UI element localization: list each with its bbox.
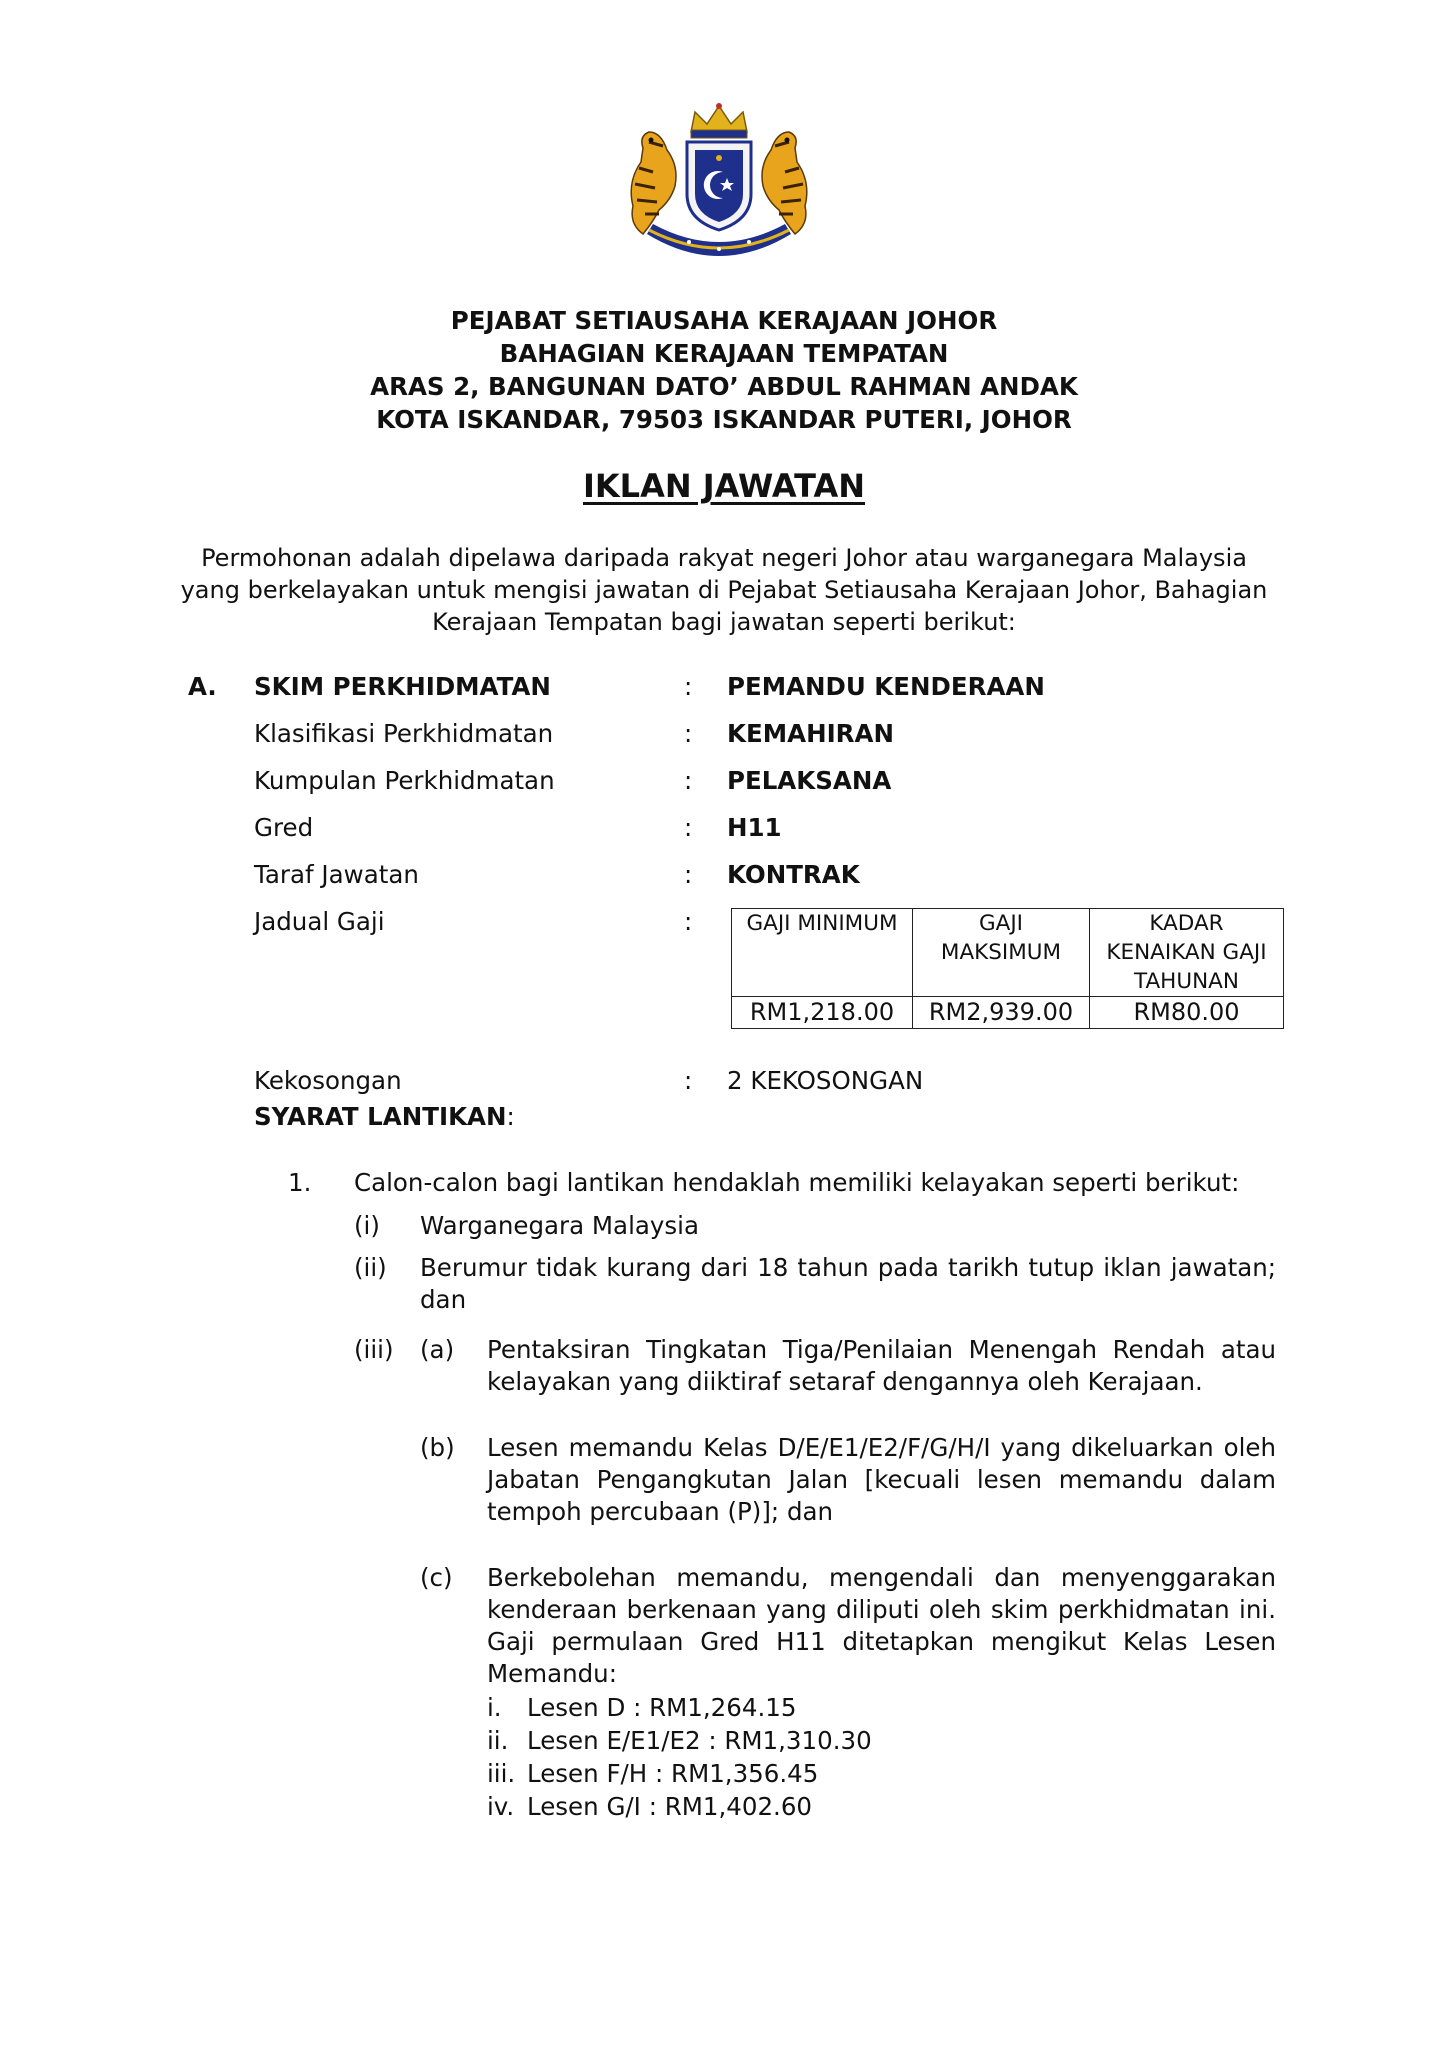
value-gaji-maksimum: RM2,939.00 [913, 997, 1090, 1029]
syarat-lantikan-colon: : [506, 1102, 515, 1131]
colon: : [684, 766, 693, 795]
req-number: 1. [288, 1168, 312, 1197]
taraf-value: KONTRAK [727, 860, 860, 889]
value-kadar-kenaikan: RM80.00 [1090, 997, 1284, 1029]
req-lead: Calon-calon bagi lantikan hendaklah memiliki kelayakan seperti berikut: [354, 1168, 1240, 1197]
salary-table [731, 908, 1284, 1029]
req-i-text: Warganegara Malaysia [420, 1211, 699, 1240]
req-a-number: (a) [420, 1335, 455, 1364]
page-title: IKLAN JAWATAN [582, 467, 866, 505]
licence-2-number: ii. [487, 1726, 509, 1755]
colon: : [684, 719, 693, 748]
licence-3-text: Lesen F/H : RM1,356.45 [527, 1759, 819, 1788]
licence-3-number: iii. [487, 1759, 516, 1788]
req-ii-text: Berumur tidak kurang dari 18 tahun pada tarikh tutup iklan jawatan; dan [420, 1253, 1276, 1314]
colon: : [684, 813, 693, 842]
colon: : [684, 1066, 693, 1095]
gred-value: H11 [727, 813, 782, 842]
letterhead-line-3: ARAS 2, BANGUNAN DATO’ ABDUL RAHMAN ANDAK [370, 372, 1078, 401]
salary-value-row [732, 997, 1284, 1029]
salary-header-row [732, 909, 1284, 997]
letterhead-line-2: BAHAGIAN KERAJAAN TEMPATAN [499, 339, 949, 368]
skim-label: SKIM PERKHIDMATAN [254, 672, 551, 701]
licence-4-text: Lesen G/I : RM1,402.60 [527, 1792, 813, 1821]
licence-1-number: i. [487, 1693, 502, 1722]
licence-1-text: Lesen D : RM1,264.15 [527, 1693, 797, 1722]
req-a-text: Pentaksiran Tingkatan Tiga/Penilaian Menengah Rendah atau kelayakan yang diiktiraf setaraf dengannya oleh Kerajaan. [487, 1335, 1276, 1396]
taraf-label: Taraf Jawatan [254, 860, 419, 889]
syarat-lantikan-heading [254, 1101, 515, 1133]
jadual-gaji-label: Jadual Gaji [254, 907, 385, 936]
letterhead-line-4: KOTA ISKANDAR, 79503 ISKANDAR PUTERI, JOHOR [376, 405, 1072, 434]
gred-label: Gred [254, 813, 314, 842]
header-gaji-minimum: GAJI MINIMUM [732, 909, 913, 997]
kekosongan-label: Kekosongan [254, 1066, 402, 1095]
licence-2-text: Lesen E/E1/E2 : RM1,310.30 [527, 1726, 872, 1755]
kumpulan-label: Kumpulan Perkhidmatan [254, 766, 555, 795]
licence-4-number: iv. [487, 1792, 515, 1821]
klasifikasi-label: Klasifikasi Perkhidmatan [254, 719, 554, 748]
colon: : [684, 907, 693, 936]
colon: : [684, 860, 693, 889]
req-c-text: Berkebolehan memandu, mengendali dan menyenggarakan kenderaan berkenaan yang diliputi oleh skim perkhidmatan ini. Gaji permulaan Gred H11 ditetapkan mengikut Kelas Lesen Memandu: [487, 1563, 1276, 1688]
value-gaji-minimum: RM1,218.00 [732, 997, 913, 1029]
intro-paragraph: Permohonan adalah dipelawa daripada rakyat negeri Johor atau warganegara Malaysia yang berkelayakan untuk mengisi jawatan di Pejabat Setiausaha Kerajaan Johor, Bahagian Kerajaan Tempatan bagi jawatan seperti berikut: [180, 544, 1268, 636]
req-iii-number: (iii) [354, 1335, 394, 1364]
kumpulan-value: PELAKSANA [727, 766, 892, 795]
syarat-lantikan-title: SYARAT LANTIKAN [254, 1102, 507, 1131]
req-i-number: (i) [354, 1211, 380, 1240]
klasifikasi-value: KEMAHIRAN [727, 719, 895, 748]
req-b-number: (b) [420, 1433, 455, 1462]
skim-value: PEMANDU KENDERAAN [727, 672, 1045, 701]
header-kadar-kenaikan: KADAR KENAIKAN GAJI TAHUNAN [1090, 909, 1284, 997]
req-c-number: (c) [420, 1563, 453, 1592]
letterhead-line-1: PEJABAT SETIAUSAHA KERAJAAN JOHOR [450, 306, 998, 335]
johor-coat-of-arms-icon [618, 102, 820, 262]
req-ii-number: (ii) [354, 1253, 387, 1282]
section-letter: A. [188, 672, 217, 701]
req-b-text: Lesen memandu Kelas D/E/E1/E2/F/G/H/I yang dikeluarkan oleh Jabatan Pengangkutan Jalan [kecuali lesen memandu dalam tempoh percubaan (P)]; dan [487, 1433, 1276, 1526]
header-gaji-maksimum: GAJI MAKSIMUM [913, 909, 1090, 997]
kekosongan-value: 2 KEKOSONGAN [727, 1066, 924, 1095]
colon: : [684, 672, 693, 701]
